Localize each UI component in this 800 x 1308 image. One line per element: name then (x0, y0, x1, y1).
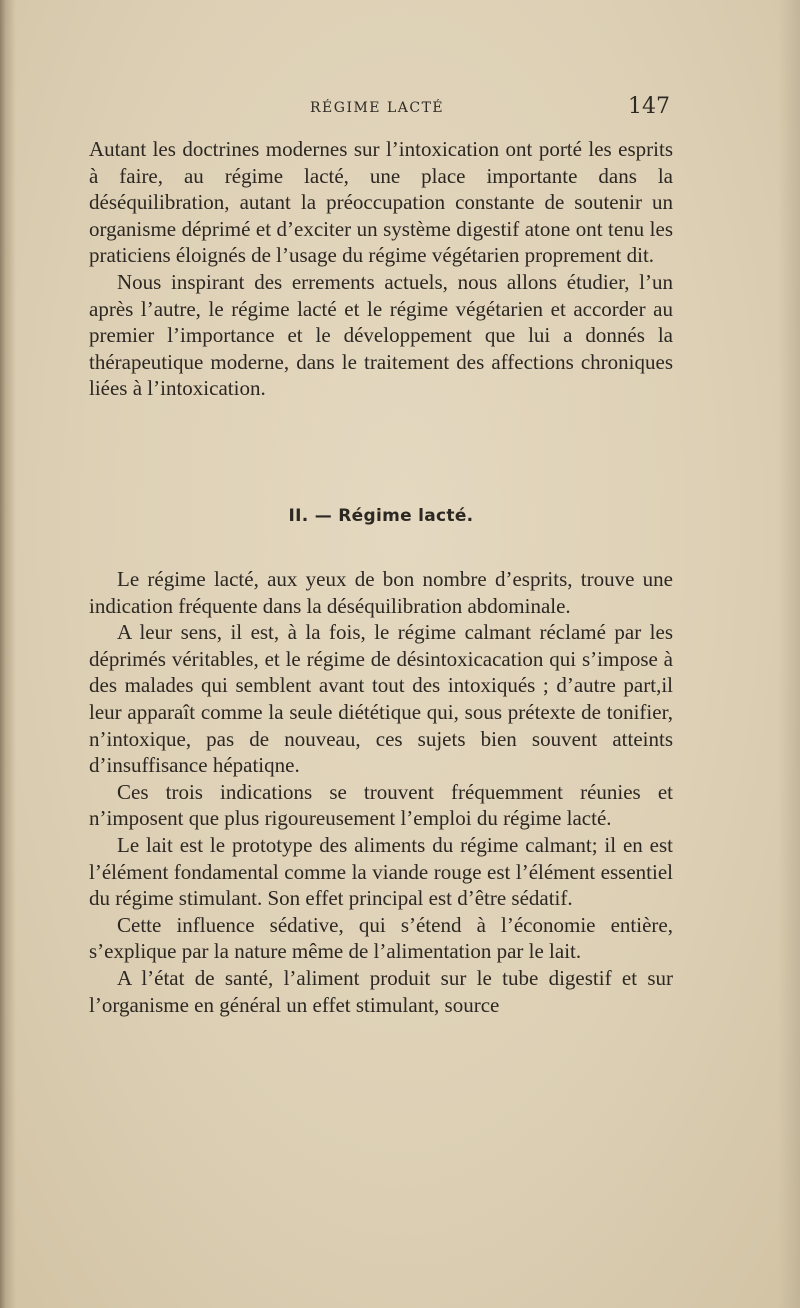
binding-gutter-shadow (0, 0, 16, 1308)
page-edge-shade (778, 0, 800, 1308)
running-head (90, 96, 674, 126)
running-head-title: RÉGIME LACTÉ (310, 100, 445, 116)
paragraph: Ces trois indications se trouvent fréquemment réunies et n’imposent que plus rigoureusement l’emploi du régime lacté. (89, 779, 673, 831)
paragraph: Le régime lacté, aux yeux de bon nombre d’esprits, trouve une indication fréquente dans la déséquilibration abdominale. (89, 567, 673, 618)
page-number: 147 (628, 94, 670, 119)
paragraph: A l’état de santé, l’aliment produit sur le tube digestif et sur l’organisme en général un effet stimulant, source (89, 965, 673, 1017)
paragraph: Nous inspirant des errements actuels, nous allons étudier, l’un après l’autre, le régime lacté et le régime végétarien et accorder au premier l’importance et le développement que lui a donnés la thérapeutique moderne, dans le traitement des affections chroniques liées à l’intoxication. (89, 269, 673, 401)
paragraph: Cette influence sédative, qui s’étend à l’économie entière, s’explique par la nature même de l’alimentation par le lait. (89, 912, 673, 964)
section-text-block (89, 566, 673, 1018)
paragraph: Le lait est le prototype des aliments du régime calmant; il en est l’élément fondamental comme la viande rouge est l’élément essentiel du régime stimulant. Son effet principal est d’être sédatif. (89, 832, 673, 911)
paragraph: A leur sens, il est, à la fois, le régime calmant réclamé par les déprimés véritables, et le régime de désintoxicacation qui s’impose à des malades qui semblent avant tout des intoxiqués ; d’autre part,il leur apparaît comme la seule diététique qui, sous prétexte de tonifier, n’intoxique, pas de nouveau, ces sujets bien souvent atteints d’insuffisance hépatiqne. (89, 620, 673, 778)
section-heading: II. — Régime lacté. (288, 506, 474, 526)
paragraph: Autant les doctrines modernes sur l’intoxication ont porté les esprits à faire, au régime lacté, une place importante dans la déséquilibration, autant la préoccupation constante de soutenir un organisme déprimé et d’exciter un système digestif atone ont tenu les praticiens éloignés de l’usage du régime végétarien proprement dit. (89, 137, 673, 268)
intro-text-block (89, 136, 673, 402)
